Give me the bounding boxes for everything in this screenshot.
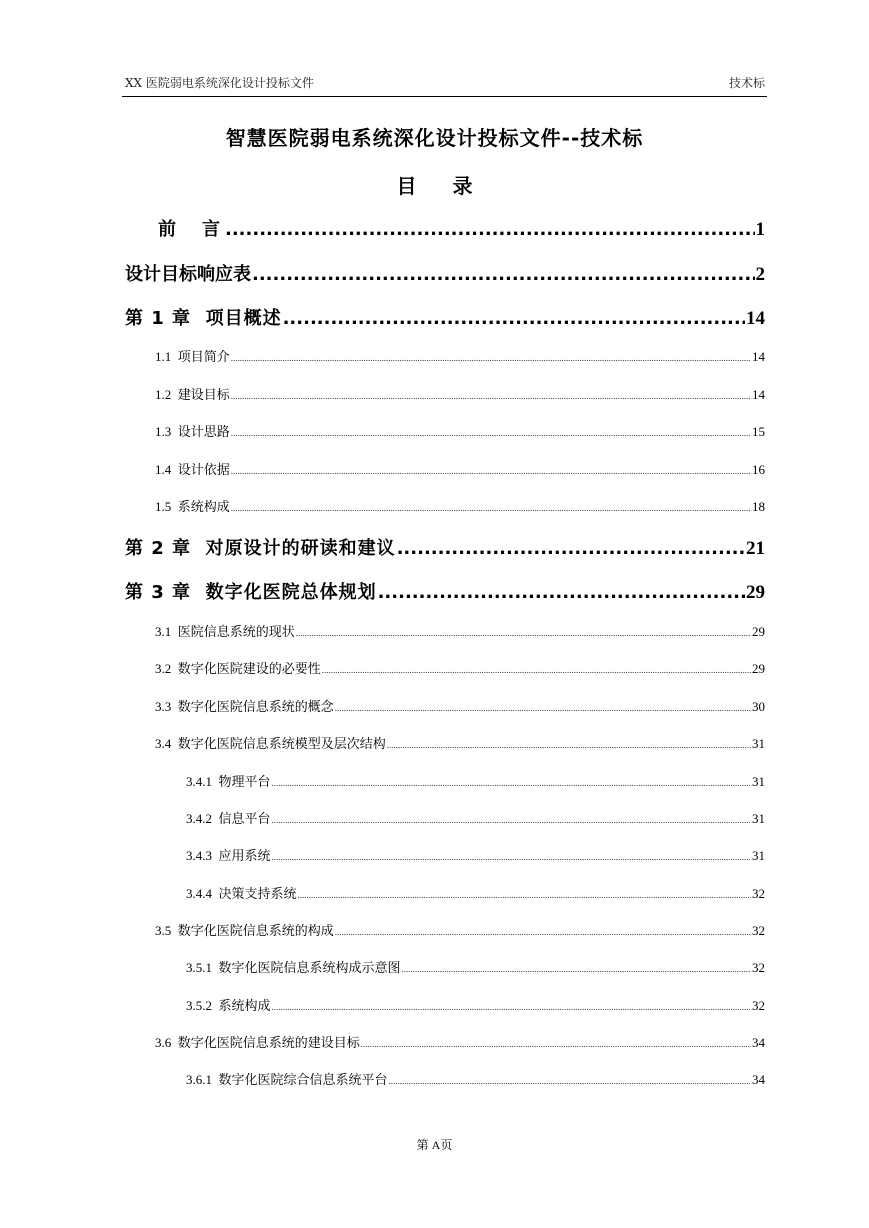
toc-entry-page: 31: [752, 736, 765, 751]
toc-leader-dots: [231, 466, 751, 476]
toc-entry-3-3[interactable]: [155, 696, 765, 715]
toc-leader-dots: [272, 778, 751, 788]
toc-entry-page: 32: [752, 923, 765, 938]
toc-entry-1-2[interactable]: [155, 384, 765, 403]
page-header-right: 技术标: [728, 76, 765, 90]
toc-entry-page: 14: [752, 387, 765, 402]
toc-entry-page: 32: [752, 998, 765, 1013]
toc-entry-page: 16: [752, 462, 765, 477]
page-header-left: XX 医院弱电系统深化设计投标文件: [125, 76, 314, 90]
toc-entry-preface[interactable]: [158, 215, 765, 241]
toc-leader-dots: [361, 1039, 751, 1049]
toc-entry-label: 第 3 章 数字化医院总体规划: [125, 582, 377, 603]
toc-leader-dots: [378, 582, 745, 603]
toc-entry-page: 15: [752, 424, 765, 439]
document-title: 智慧医院弱电系统深化设计投标文件--技术标: [225, 126, 644, 150]
toc-entry-3-4-3[interactable]: [186, 845, 765, 864]
toc-leader-dots: [231, 428, 751, 438]
toc-entry-label: 3.1 医院信息系统的现状: [155, 624, 295, 639]
toc-title: 目录: [396, 174, 509, 198]
toc-entry-page: 1: [755, 219, 765, 240]
toc-leader-dots: [402, 964, 751, 974]
toc-leader-dots: [387, 740, 751, 750]
toc-leader-dots: [335, 927, 751, 937]
toc-entry-page: 30: [752, 699, 765, 714]
toc-entry-label: 1.3 设计思路: [155, 424, 230, 439]
toc-entry-label: 3.4 数字化医院信息系统模型及层次结构: [155, 736, 386, 751]
toc-leader-dots: [272, 815, 751, 825]
toc-entry-design-target-table[interactable]: [125, 260, 765, 286]
toc-entry-label: 3.6 数字化医院信息系统的建设目标: [155, 1035, 360, 1050]
toc-entry-chapter-3[interactable]: [125, 578, 765, 604]
toc-entry-1-5[interactable]: [155, 496, 765, 515]
toc-entry-label: 1.5 系统构成: [155, 499, 230, 514]
toc-entry-label: 3.4.2 信息平台: [186, 811, 271, 826]
toc-entry-page: 14: [746, 308, 765, 329]
toc-entry-label: 3.5 数字化医院信息系统的构成: [155, 923, 334, 938]
toc-entry-3-4[interactable]: [155, 733, 765, 752]
toc-leader-dots: [397, 538, 745, 559]
toc-leader-dots: [283, 308, 745, 329]
toc-leader-dots: [298, 890, 751, 900]
toc-entry-3-2[interactable]: [155, 658, 765, 677]
toc-leader-dots: [225, 219, 755, 240]
toc-entry-label: 1.1 项目简介: [155, 349, 230, 364]
toc-entry-label: 3.4.4 决策支持系统: [186, 886, 297, 901]
toc-leader-dots: [335, 703, 751, 713]
toc-entry-page: 29: [752, 661, 765, 676]
toc-leader-dots: [231, 391, 751, 401]
toc-entry-3-6[interactable]: [155, 1032, 765, 1051]
toc-entry-label: 第 1 章 项目概述: [125, 308, 282, 329]
toc-leader-dots: [389, 1076, 751, 1086]
toc-entry-3-5-1[interactable]: [186, 957, 765, 976]
toc-entry-label: 设计目标响应表: [125, 264, 251, 285]
toc-entry-label: 3.5.1 数字化医院信息系统构成示意图: [186, 960, 401, 975]
toc-leader-dots: [322, 665, 751, 675]
toc-entry-3-5-2[interactable]: [186, 995, 765, 1014]
toc-entry-label: 1.4 设计依据: [155, 462, 230, 477]
toc-entry-label: 3.4.1 物理平台: [186, 774, 271, 789]
toc-entry-3-5[interactable]: [155, 920, 765, 939]
toc-entry-page: 31: [752, 848, 765, 863]
toc-entry-label: 第 2 章 对原设计的研读和建议: [125, 538, 396, 559]
toc-entry-chapter-2[interactable]: [125, 534, 765, 560]
toc-entry-label: 3.5.2 系统构成: [186, 998, 271, 1013]
page-footer: 第 A页: [416, 1138, 453, 1152]
toc-entry-1-4[interactable]: [155, 459, 765, 478]
toc-entry-label: 3.3 数字化医院信息系统的概念: [155, 699, 334, 714]
toc-entry-page: 29: [752, 624, 765, 639]
toc-leader-dots: [231, 503, 751, 513]
toc-entry-label: 1.2 建设目标: [155, 387, 230, 402]
toc-entry-page: 31: [752, 811, 765, 826]
toc-entry-page: 31: [752, 774, 765, 789]
toc-entry-page: 32: [752, 960, 765, 975]
toc-entry-page: 2: [755, 264, 765, 285]
toc-entry-3-1[interactable]: [155, 621, 765, 640]
toc-entry-page: 21: [746, 538, 765, 559]
toc-entry-1-3[interactable]: [155, 421, 765, 440]
toc-entry-1-1[interactable]: [155, 346, 765, 365]
toc-entry-page: 29: [746, 582, 765, 603]
toc-entry-page: 14: [752, 349, 765, 364]
toc-entry-3-4-1[interactable]: [186, 771, 765, 790]
toc-entry-3-4-2[interactable]: [186, 808, 765, 827]
toc-leader-dots: [272, 852, 751, 862]
toc-entry-label: 3.4.3 应用系统: [186, 848, 271, 863]
toc-entry-label: 3.2 数字化医院建设的必要性: [155, 661, 321, 676]
toc-leader-dots: [296, 628, 751, 638]
toc-entry-label: 3.6.1 数字化医院综合信息系统平台: [186, 1072, 388, 1087]
toc-entry-page: 32: [752, 886, 765, 901]
toc-entry-page: 34: [752, 1072, 765, 1087]
toc-entry-chapter-1[interactable]: [125, 304, 765, 330]
toc-leader-dots: [231, 353, 751, 363]
toc-entry-3-4-4[interactable]: [186, 883, 765, 902]
toc-leader-dots: [252, 264, 755, 285]
toc-entry-page: 18: [752, 499, 765, 514]
toc-entry-label: 前 言: [158, 219, 224, 240]
toc-leader-dots: [272, 1002, 751, 1012]
toc-entry-3-6-1[interactable]: [186, 1069, 765, 1088]
toc-entry-page: 34: [752, 1035, 765, 1050]
